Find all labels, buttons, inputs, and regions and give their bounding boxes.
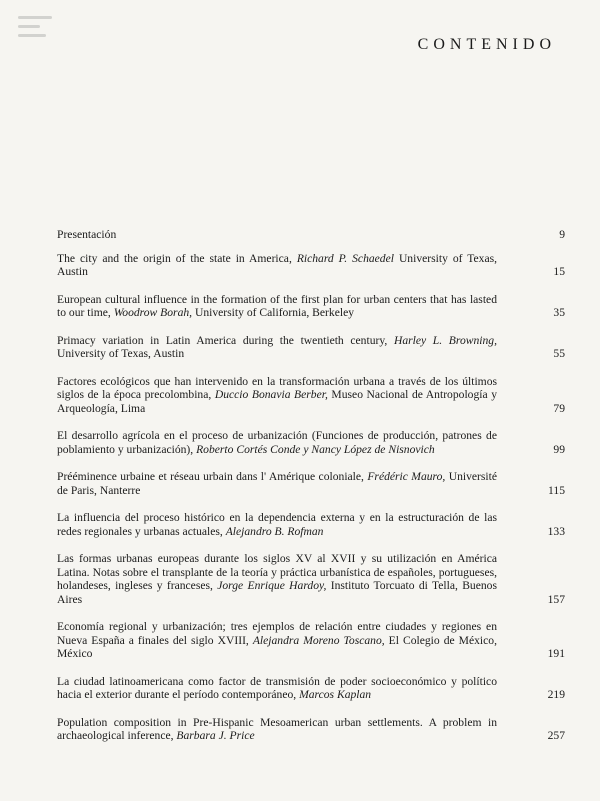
entry-author: Alejandro B. Rofman <box>225 524 324 538</box>
entry-title: Presentación <box>57 228 117 241</box>
toc-entry[interactable] <box>57 620 565 661</box>
entry-title: El desarrollo agrícola en el proceso de urbanización (Funciones de producción, patrones de poblamiento y urbanización), Roberto Cortés Conde y Nancy López de Nisnovich <box>57 429 497 456</box>
page-number: 157 <box>547 592 565 606</box>
entry-author: Marcos Kaplan <box>299 688 372 701</box>
entry-author: Harley L. Browning, <box>393 333 497 347</box>
page-title: CONTENIDO <box>417 36 556 53</box>
entry-author: Jorge Enrique Hardoy, <box>217 579 327 592</box>
page-number: 35 <box>553 306 565 319</box>
page-number: 55 <box>553 347 565 360</box>
toc-entry[interactable] <box>57 293 565 320</box>
entry-author: Barbara J. Price <box>176 729 255 742</box>
page-number: 133 <box>547 524 565 538</box>
entry-author: Richard P. Schaedel <box>296 251 394 265</box>
entry-title: Factores ecológicos que han intervenido en la transformación urbana a través de los últimos siglos de la época precolombina, Duccio Bonavia Berber, Museo Nacional de Antropología y Arqueología, Lima <box>57 374 497 415</box>
page-number: 257 <box>547 729 565 742</box>
toc-entry[interactable] <box>57 470 565 497</box>
entry-author: Frédéric Mauro, <box>367 470 446 483</box>
entry-title: Las formas urbanas europeas durante los siglos XV al XVII y su utilización en América Latina. Notas sobre el transplante de la teoría y práctica urbanística de españoles, portugueses, holandeses, ingleses y franceses, Jorge Enrique Hardoy, Instituto Torcuato di Tella, Buenos Aires <box>57 552 497 606</box>
toc-entry[interactable] <box>57 511 565 538</box>
page-number: 115 <box>548 483 565 497</box>
page-number: 191 <box>547 647 565 660</box>
entry-author: Alejandra Moreno Toscano, <box>252 633 385 647</box>
entry-author: Woodrow Borah, <box>113 306 193 319</box>
page-number: 9 <box>559 228 565 241</box>
toc-entry[interactable] <box>57 716 565 743</box>
entry-title: La ciudad latinoamericana como factor de transmisión de poder socioeconómico y político hacia el exterior durante el período contemporáneo, Marcos Kaplan <box>57 674 497 701</box>
entry-title: La influencia del proceso histórico en la dependencia externa y en la estructuración de las redes regionales y urbanas actuales, Alejandro B. Rofman <box>57 511 497 538</box>
table-of-contents <box>57 228 565 757</box>
entry-author: Roberto Cortés Conde y Nancy López de Nisnovich <box>196 442 435 456</box>
page-number: 79 <box>553 401 565 415</box>
entry-title: Primacy variation in Latin America during the twentieth century, Harley L. Browning, University of Texas, Austin <box>57 333 497 360</box>
entry-title: Economía regional y urbanización; tres ejemplos de relación entre ciudades y regiones en Nueva España a finales del siglo XVIII, Alejandra Moreno Toscano, El Colegio de México, México <box>57 620 497 660</box>
page-number: 219 <box>547 688 565 701</box>
entry-author: Duccio Bonavia Berber, <box>214 388 328 401</box>
entry-title: Prééminence urbaine et réseau urbain dans l' Amérique coloniale, Frédéric Mauro, Université de Paris, Nanterre <box>57 470 498 497</box>
toc-entry[interactable] <box>57 252 565 279</box>
toc-entry[interactable] <box>57 675 565 702</box>
scan-smudge <box>18 10 58 54</box>
page-number: 99 <box>553 442 565 456</box>
page-number: 15 <box>553 265 565 278</box>
entry-title: The city and the origin of the state in America, Richard P. Schaedel University of Texas, Austin <box>57 251 498 278</box>
toc-entry[interactable] <box>57 552 565 606</box>
toc-entry[interactable] <box>57 334 565 361</box>
toc-entry[interactable] <box>57 228 565 242</box>
toc-entry[interactable] <box>57 429 565 456</box>
entry-title: European cultural influence in the formation of the first plan for urban centers that has lasted to our time, Woodrow Borah, University of California, Berkeley <box>57 292 497 319</box>
entry-title: Population composition in Pre-Hispanic Mesoamerican urban settlements. A problem in archaeological inference, Barbara J. Price <box>57 715 497 742</box>
toc-entry[interactable] <box>57 375 565 416</box>
